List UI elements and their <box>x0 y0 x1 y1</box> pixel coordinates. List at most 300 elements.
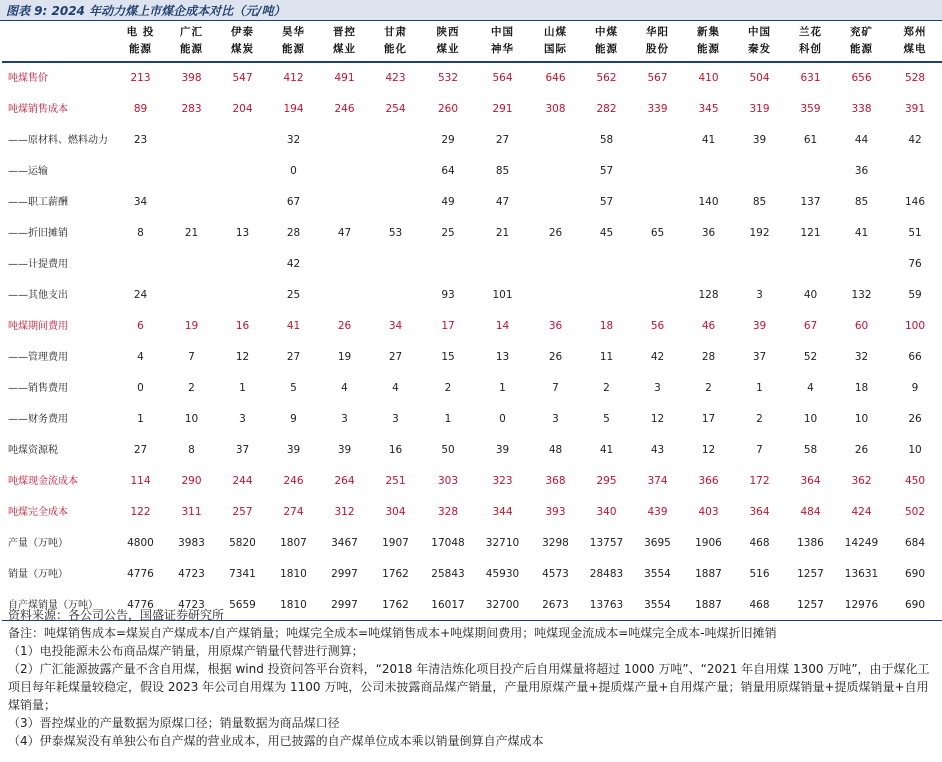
table-cell: 16017 <box>421 590 475 621</box>
company-name-line1: 昊华 <box>282 26 305 38</box>
table-cell: 4800 <box>115 528 166 559</box>
table-cell <box>530 280 581 311</box>
table-cell: 61 <box>785 125 836 156</box>
table-cell: 7 <box>166 342 217 373</box>
table-cell: 393 <box>530 497 581 528</box>
table-cell: 53 <box>370 218 421 249</box>
table-row <box>2 404 942 435</box>
table-cell: 28 <box>268 218 319 249</box>
company-header <box>581 21 632 62</box>
table-cell: 66 <box>887 342 942 373</box>
table-cell: 2 <box>421 373 475 404</box>
table-cell: 290 <box>166 466 217 497</box>
table-cell: 36 <box>836 156 887 187</box>
table-row <box>2 218 942 249</box>
table-row <box>2 125 942 156</box>
table-row <box>2 466 942 497</box>
table-cell: 26 <box>319 311 370 342</box>
row-label: ——计提费用 <box>2 249 115 280</box>
table-cell: 44 <box>836 125 887 156</box>
table-cell: 323 <box>475 466 530 497</box>
table-cell: 3 <box>530 404 581 435</box>
table-cell: 34 <box>115 187 166 218</box>
table-cell: 274 <box>268 497 319 528</box>
table-cell: 254 <box>370 94 421 125</box>
table-cell: 194 <box>268 94 319 125</box>
table-cell <box>115 156 166 187</box>
table-row <box>2 280 942 311</box>
table-cell: 17 <box>421 311 475 342</box>
company-name-line1: 伊泰 <box>231 26 254 38</box>
row-label: ——原材料、燃料动力 <box>2 125 115 156</box>
table-cell: 7 <box>734 435 785 466</box>
company-header <box>785 21 836 62</box>
table-body <box>2 62 942 621</box>
table-cell: 132 <box>836 280 887 311</box>
table-cell: 3554 <box>632 559 683 590</box>
table-cell: 39 <box>268 435 319 466</box>
table-cell: 3 <box>370 404 421 435</box>
table-cell: 41 <box>683 125 734 156</box>
company-name-line1: 陕西 <box>436 26 460 38</box>
table-cell: 122 <box>115 497 166 528</box>
table-cell: 85 <box>734 187 785 218</box>
company-name-line2: 煤电 <box>903 43 927 55</box>
table-cell: 76 <box>887 249 942 280</box>
company-name-line1: 华阳 <box>646 26 669 38</box>
table-cell: 4 <box>785 373 836 404</box>
table-row <box>2 373 942 404</box>
row-label: ——其他支出 <box>2 280 115 311</box>
table-cell: 312 <box>319 497 370 528</box>
table-cell: 528 <box>887 62 942 94</box>
company-name-line2: 能源 <box>850 43 873 55</box>
table-cell: 4573 <box>530 559 581 590</box>
table-cell: 3467 <box>319 528 370 559</box>
table-cell: 631 <box>785 62 836 94</box>
company-name-line2: 能源 <box>697 43 720 55</box>
table-cell: 398 <box>166 62 217 94</box>
table-cell: 27 <box>370 342 421 373</box>
header-corner <box>2 21 115 62</box>
table-cell <box>166 249 217 280</box>
table-cell: 23 <box>115 125 166 156</box>
table-cell: 1887 <box>683 559 734 590</box>
table-cell <box>319 280 370 311</box>
table-cell: 27 <box>115 435 166 466</box>
company-name-line1: 甘肃 <box>384 26 407 38</box>
table-cell: 1906 <box>683 528 734 559</box>
table-cell: 10 <box>887 435 942 466</box>
table-cell: 291 <box>475 94 530 125</box>
row-label: ——折旧摊销 <box>2 218 115 249</box>
table-cell: 4 <box>319 373 370 404</box>
table-cell: 9 <box>887 373 942 404</box>
table-cell: 49 <box>421 187 475 218</box>
company-name-line2: 秦发 <box>748 43 771 55</box>
table-cell: 3 <box>632 373 683 404</box>
table-cell: 246 <box>268 466 319 497</box>
table-row <box>2 497 942 528</box>
company-name-line1: 电 投 <box>126 26 155 38</box>
footnote: （2）广汇能源披露产量不含自用煤，根据 wind 投资问答平台资料，“2018 年清洁炼化项目投产后自用煤量将超过 1000 万吨”、“2021 年自用煤 1300 万吨”，由于煤化工项目每年耗煤量较稳定，假设 2023 年公司自用煤为 1100 万吨，公司未披露商品煤产销量，产量用原煤产量+提质煤产量+自用煤产量；销量用原煤销量+提质煤销量+自用煤销量； <box>8 662 930 712</box>
company-header <box>734 21 785 62</box>
table-cell: 328 <box>421 497 475 528</box>
table-cell: 3 <box>217 404 268 435</box>
table-cell: 12 <box>683 435 734 466</box>
table-cell: 8 <box>166 435 217 466</box>
row-label: 销量（万吨） <box>2 559 115 590</box>
table-cell: 172 <box>734 466 785 497</box>
company-name-line2: 能化 <box>384 43 407 55</box>
table-cell <box>632 187 683 218</box>
table-cell: 60 <box>836 311 887 342</box>
table-cell: 282 <box>581 94 632 125</box>
table-cell: 345 <box>683 94 734 125</box>
company-name-line1: 兰花 <box>799 26 822 38</box>
table-cell: 690 <box>887 590 942 621</box>
table-cell: 85 <box>475 156 530 187</box>
table-cell: 564 <box>475 62 530 94</box>
table-cell: 2 <box>166 373 217 404</box>
table-cell: 690 <box>887 559 942 590</box>
table-cell: 56 <box>632 311 683 342</box>
table-cell: 17 <box>683 404 734 435</box>
footnote: 备注：吨煤销售成本=煤炭自产煤成本/自产煤销量；吨煤完全成本=吨煤销售成本+吨煤期间费用；吨煤现金流成本=吨煤完全成本-吨煤折旧摊销 <box>8 626 777 640</box>
table-cell: 45930 <box>475 559 530 590</box>
table-cell: 1807 <box>268 528 319 559</box>
table-cell <box>370 280 421 311</box>
table-cell: 1 <box>421 404 475 435</box>
table-cell <box>166 280 217 311</box>
table-row <box>2 156 942 187</box>
company-header <box>217 21 268 62</box>
footnote: （1）电投能源未公布商品煤产销量，用原煤产销量代替进行测算； <box>8 644 364 658</box>
table-cell: 340 <box>581 497 632 528</box>
company-header <box>115 21 166 62</box>
company-name-line2: 股份 <box>646 43 669 55</box>
company-name-line2: 国际 <box>544 43 567 55</box>
table-cell: 2 <box>734 404 785 435</box>
table-cell: 3695 <box>632 528 683 559</box>
table-cell: 26 <box>836 435 887 466</box>
table-cell: 89 <box>115 94 166 125</box>
table-cell: 28483 <box>581 559 632 590</box>
footnote: （4）伊泰煤炭没有单独公布自产煤的营业成本，用已披露的自产煤单位成本乘以销量倒算自产煤成本 <box>8 734 544 748</box>
table-cell: 246 <box>319 94 370 125</box>
table-cell: 146 <box>887 187 942 218</box>
table-cell <box>475 249 530 280</box>
table-cell: 295 <box>581 466 632 497</box>
table-cell <box>683 249 734 280</box>
table-cell: 5 <box>268 373 319 404</box>
table-cell: 14249 <box>836 528 887 559</box>
table-cell: 93 <box>421 280 475 311</box>
company-name-line1: 广汇 <box>180 26 203 38</box>
table-cell <box>683 156 734 187</box>
table-cell <box>319 249 370 280</box>
table-cell: 85 <box>836 187 887 218</box>
table-cell: 366 <box>683 466 734 497</box>
table-cell: 364 <box>734 497 785 528</box>
table-cell: 3 <box>734 280 785 311</box>
table-cell: 39 <box>734 125 785 156</box>
table-cell: 45 <box>581 218 632 249</box>
table-cell: 3983 <box>166 528 217 559</box>
table-row <box>2 311 942 342</box>
table-cell: 36 <box>683 218 734 249</box>
table-cell: 2997 <box>319 559 370 590</box>
table-cell: 36 <box>530 311 581 342</box>
table-cell <box>581 249 632 280</box>
table-cell: 562 <box>581 62 632 94</box>
table-cell: 42 <box>887 125 942 156</box>
table-cell: 368 <box>530 466 581 497</box>
table-cell: 121 <box>785 218 836 249</box>
row-label: 吨煤资源税 <box>2 435 115 466</box>
table-cell: 40 <box>785 280 836 311</box>
table-cell <box>530 156 581 187</box>
table-cell: 491 <box>319 62 370 94</box>
table-cell: 1257 <box>785 590 836 621</box>
row-label: 吨煤售价 <box>2 62 115 94</box>
company-header <box>370 21 421 62</box>
table-cell: 1 <box>734 373 785 404</box>
table-cell: 67 <box>268 187 319 218</box>
table-cell: 18 <box>581 311 632 342</box>
table-cell: 28 <box>683 342 734 373</box>
table-cell: 450 <box>887 466 942 497</box>
table-cell <box>370 156 421 187</box>
table-cell <box>734 249 785 280</box>
table-cell: 41 <box>581 435 632 466</box>
row-label: ——财务费用 <box>2 404 115 435</box>
table-cell: 251 <box>370 466 421 497</box>
table-cell: 114 <box>115 466 166 497</box>
table-cell: 1 <box>475 373 530 404</box>
table-cell: 646 <box>530 62 581 94</box>
table-cell: 362 <box>836 466 887 497</box>
table-cell: 59 <box>887 280 942 311</box>
table-cell: 10 <box>836 404 887 435</box>
table-cell: 25843 <box>421 559 475 590</box>
table-cell: 57 <box>581 156 632 187</box>
table-cell: 4776 <box>115 559 166 590</box>
company-name-line1: 中国 <box>748 26 771 38</box>
table-row <box>2 62 942 94</box>
table-cell: 43 <box>632 435 683 466</box>
table-cell <box>370 125 421 156</box>
table-cell: 304 <box>370 497 421 528</box>
table-cell: 140 <box>683 187 734 218</box>
table-row <box>2 342 942 373</box>
table-cell: 37 <box>217 435 268 466</box>
table-cell: 502 <box>887 497 942 528</box>
table-cell: 1762 <box>370 590 421 621</box>
table-cell: 213 <box>115 62 166 94</box>
table-cell: 547 <box>217 62 268 94</box>
table-cell: 42 <box>268 249 319 280</box>
table-row <box>2 187 942 218</box>
table-cell <box>319 187 370 218</box>
table-cell: 26 <box>530 218 581 249</box>
table-cell <box>887 156 942 187</box>
table-cell: 41 <box>836 218 887 249</box>
table-cell: 339 <box>632 94 683 125</box>
table-cell: 15 <box>421 342 475 373</box>
row-label: ——销售费用 <box>2 373 115 404</box>
table-cell: 57 <box>581 187 632 218</box>
table-cell: 4 <box>115 342 166 373</box>
company-name-line1: 兖矿 <box>850 26 873 38</box>
table-cell: 50 <box>421 435 475 466</box>
table-cell: 25 <box>421 218 475 249</box>
table-cell <box>530 125 581 156</box>
table-cell: 260 <box>421 94 475 125</box>
company-name-line2: 能源 <box>595 43 618 55</box>
company-header <box>421 21 475 62</box>
table-cell: 4776 <box>115 590 166 621</box>
table-cell: 10 <box>166 404 217 435</box>
table-cell: 12 <box>632 404 683 435</box>
table-cell: 39 <box>319 435 370 466</box>
table-cell <box>785 249 836 280</box>
table-cell: 391 <box>887 94 942 125</box>
table-cell: 137 <box>785 187 836 218</box>
table-cell <box>632 249 683 280</box>
table-cell: 100 <box>887 311 942 342</box>
table-cell: 1762 <box>370 559 421 590</box>
company-header <box>268 21 319 62</box>
row-label: 自产煤销量（万吨） <box>2 590 115 621</box>
table-cell: 4723 <box>166 590 217 621</box>
table-cell: 439 <box>632 497 683 528</box>
company-name-line1: 新集 <box>697 26 720 38</box>
table-cell <box>166 156 217 187</box>
source-note: 资料来源：各公司公告，国盛证券研究所 <box>8 608 225 622</box>
table-cell <box>734 156 785 187</box>
table-cell: 65 <box>632 218 683 249</box>
table-cell: 64 <box>421 156 475 187</box>
table-cell: 42 <box>632 342 683 373</box>
table-cell: 5820 <box>217 528 268 559</box>
table-cell <box>217 280 268 311</box>
table-cell: 11 <box>581 342 632 373</box>
table-cell: 32 <box>836 342 887 373</box>
table-cell: 25 <box>268 280 319 311</box>
table-cell: 6 <box>115 311 166 342</box>
row-label: 吨煤销售成本 <box>2 94 115 125</box>
table-cell: 19 <box>166 311 217 342</box>
table-cell: 37 <box>734 342 785 373</box>
table-cell <box>581 280 632 311</box>
table-cell: 52 <box>785 342 836 373</box>
table-cell: 21 <box>475 218 530 249</box>
table-cell: 39 <box>734 311 785 342</box>
table-cell: 8 <box>115 218 166 249</box>
table-cell: 34 <box>370 311 421 342</box>
company-name-line2: 能源 <box>129 43 152 55</box>
table-cell <box>632 156 683 187</box>
table-cell: 46 <box>683 311 734 342</box>
table-row <box>2 435 942 466</box>
company-name-line1: 郑州 <box>903 26 927 38</box>
table-cell: 24 <box>115 280 166 311</box>
table-cell <box>421 249 475 280</box>
table-cell: 319 <box>734 94 785 125</box>
footnote: （3）晋控煤业的产量数据为原煤口径；销量数据为商品煤口径 <box>8 716 340 730</box>
table-cell: 67 <box>785 311 836 342</box>
table-cell: 10 <box>785 404 836 435</box>
table-cell <box>836 249 887 280</box>
table-cell: 374 <box>632 466 683 497</box>
table-cell: 308 <box>530 94 581 125</box>
table-cell <box>530 187 581 218</box>
table-cell: 516 <box>734 559 785 590</box>
row-label: ——管理费用 <box>2 342 115 373</box>
table-cell: 410 <box>683 62 734 94</box>
table-cell: 1907 <box>370 528 421 559</box>
table-cell: 48 <box>530 435 581 466</box>
table-cell: 101 <box>475 280 530 311</box>
row-label: ——运输 <box>2 156 115 187</box>
table-cell: 58 <box>581 125 632 156</box>
table-cell: 1386 <box>785 528 836 559</box>
table-cell: 27 <box>475 125 530 156</box>
company-name-line2: 煤业 <box>333 43 356 55</box>
company-header <box>530 21 581 62</box>
table-cell: 2 <box>683 373 734 404</box>
table-cell <box>166 187 217 218</box>
table-cell: 303 <box>421 466 475 497</box>
table-row <box>2 249 942 280</box>
company-name-line2: 神华 <box>491 43 514 55</box>
table-cell: 32 <box>268 125 319 156</box>
table-cell: 468 <box>734 528 785 559</box>
table-cell: 47 <box>319 218 370 249</box>
table-cell: 656 <box>836 62 887 94</box>
table-cell: 424 <box>836 497 887 528</box>
header-row <box>2 21 942 62</box>
table-cell: 1810 <box>268 590 319 621</box>
table-cell <box>217 125 268 156</box>
table-cell: 1 <box>115 404 166 435</box>
table-cell: 4 <box>370 373 421 404</box>
row-label: ——职工薪酬 <box>2 187 115 218</box>
table-cell <box>166 125 217 156</box>
table-cell: 2 <box>581 373 632 404</box>
table-cell: 1887 <box>683 590 734 621</box>
table-cell: 13 <box>217 218 268 249</box>
table-cell <box>632 125 683 156</box>
table-cell <box>319 156 370 187</box>
table-cell: 27 <box>268 342 319 373</box>
company-header <box>166 21 217 62</box>
table-cell: 13757 <box>581 528 632 559</box>
table-cell: 257 <box>217 497 268 528</box>
table-cell: 0 <box>475 404 530 435</box>
table-cell: 39 <box>475 435 530 466</box>
table-cell <box>217 156 268 187</box>
company-name-line2: 能源 <box>180 43 203 55</box>
table-cell: 5659 <box>217 590 268 621</box>
company-header <box>475 21 530 62</box>
table-cell <box>632 280 683 311</box>
company-name-line1: 中国 <box>491 26 514 38</box>
figure-title: 图表 9: 2024 年动力煤上市煤企成本对比（元/吨） <box>6 4 286 18</box>
company-header <box>632 21 683 62</box>
row-label: 吨煤期间费用 <box>2 311 115 342</box>
